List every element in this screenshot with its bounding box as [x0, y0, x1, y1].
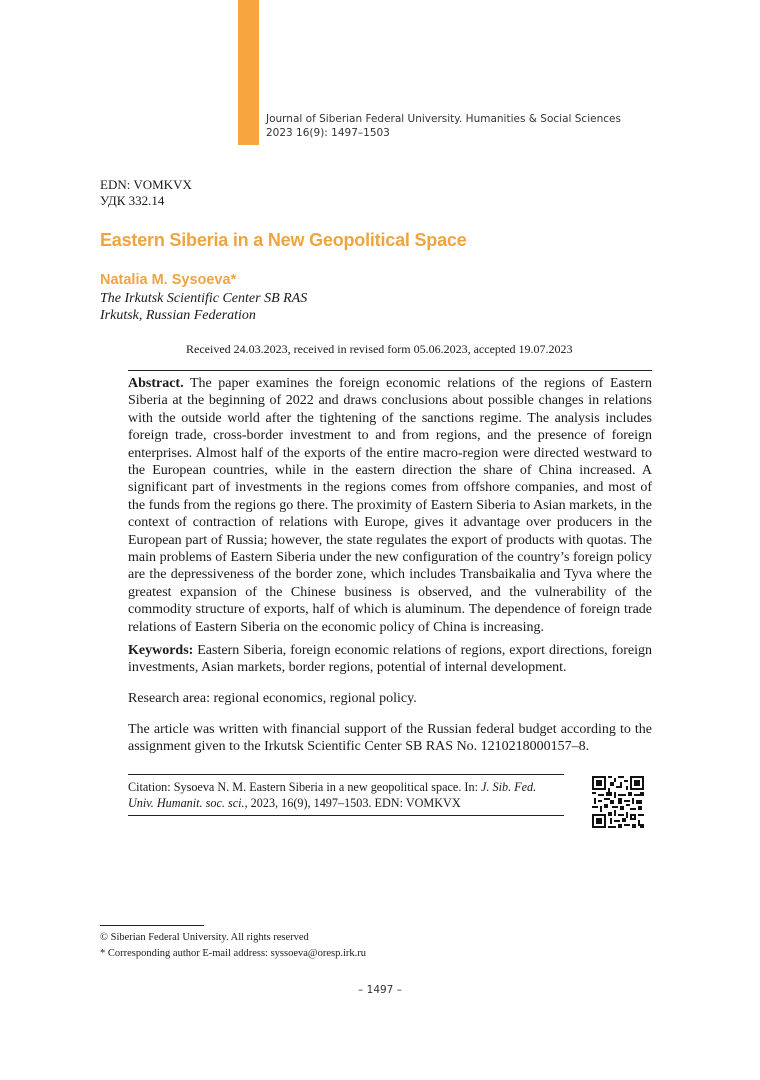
- copyright-note: © Siberian Federal University. All rights reserved: [100, 932, 309, 943]
- journal-title: Journal of Siberian Federal University. Humanities & Social Sciences: [266, 113, 621, 125]
- funding-note: The article was written with financial support of the Russian federal budget according to the assignment given to the Irkutsk Scientific Center SB RAS No. 1210218000157–8.: [128, 722, 652, 755]
- author-name: Natalia M. Sysoeva*: [100, 272, 237, 288]
- page-number: – 1497 –: [358, 984, 402, 996]
- qr-code-icon: [592, 776, 644, 828]
- abstract-top-rule: [128, 370, 652, 371]
- keywords-text: Eastern Siberia, foreign economic relations of regions, export directions, foreign investments, Asian markets, border regions, potential of internal development.: [128, 643, 652, 676]
- journal-issue: 2023 16(9): 1497–1503: [266, 127, 390, 139]
- research-area: Research area: regional economics, regional policy.: [128, 691, 417, 706]
- article-title: Eastern Siberia in a New Geopolitical Space: [100, 230, 467, 250]
- affiliation-org: The Irkutsk Scientific Center SB RAS: [100, 291, 308, 306]
- journal-header: [266, 112, 621, 140]
- abstract: [128, 375, 652, 636]
- citation-journal: J. Sib. Fed. Univ. Humanit. soc. sci.: [128, 780, 537, 810]
- footnote-rule: [100, 925, 204, 926]
- edn-code: EDN: VOMKVX: [100, 177, 192, 192]
- corresponding-author-note: * Corresponding author E-mail address: syssoeva@oresp.irk.ru: [100, 948, 366, 959]
- keywords-label: Keywords:: [128, 643, 194, 658]
- citation-top-rule: [128, 774, 564, 775]
- citation-prefix: Citation: Sysoeva N. M. Eastern Siberia in a new geopolitical space. In:: [128, 780, 482, 794]
- keywords: [128, 642, 652, 677]
- journal-accent-bar: [238, 0, 259, 145]
- abstract-text: The paper examines the foreign economic relations of the regions of Eastern Siberia at the beginning of 2022 and draws conclusions about possible changes in relations with the outside world after the tightening of the sanctions regime. The analysis includes foreign trade, cross-border investment to and from regions, and the presence of foreign enterprises. Almost half of the exports of the entire macro-region were directed westward to the European countries, while in the eastern direction the share of China increased. A significant part of investments in the regions comes from offshore companies, and most of the funds from the regions go there. The proximity of Eastern Siberia to Asian markets, in the context of contraction of relations with Europe, gives it advantage over producers in the European part of Russia; however, the state regulates the export of products with quotas. The main problems of Eastern Siberia under the new configuration of the country’s foreign policy are the depressiveness of the border zone, which includes Transbaikalia and Tyva where the greatest expansion of the Chinese business is observed, and the vulnerability of the commodity structure of exports, half of which is aluminum. The dependence of foreign trade relations of Eastern Siberia on the economic policy of China is increasing.: [128, 376, 652, 635]
- udk-code: УДК 332.14: [100, 193, 165, 208]
- citation-suffix: , 2023, 16(9), 1497–1503. EDN: VOMKVX: [244, 796, 461, 810]
- footnotes: [100, 930, 366, 962]
- citation-bottom-rule: [128, 815, 564, 816]
- affiliation-location: Irkutsk, Russian Federation: [100, 308, 256, 323]
- citation: [128, 779, 564, 811]
- article-meta: [100, 177, 192, 209]
- abstract-label: Abstract.: [128, 376, 184, 391]
- received-dates: Received 24.03.2023, received in revised form 05.06.2023, accepted 19.07.2023: [186, 342, 573, 356]
- author-affiliation: [100, 290, 307, 324]
